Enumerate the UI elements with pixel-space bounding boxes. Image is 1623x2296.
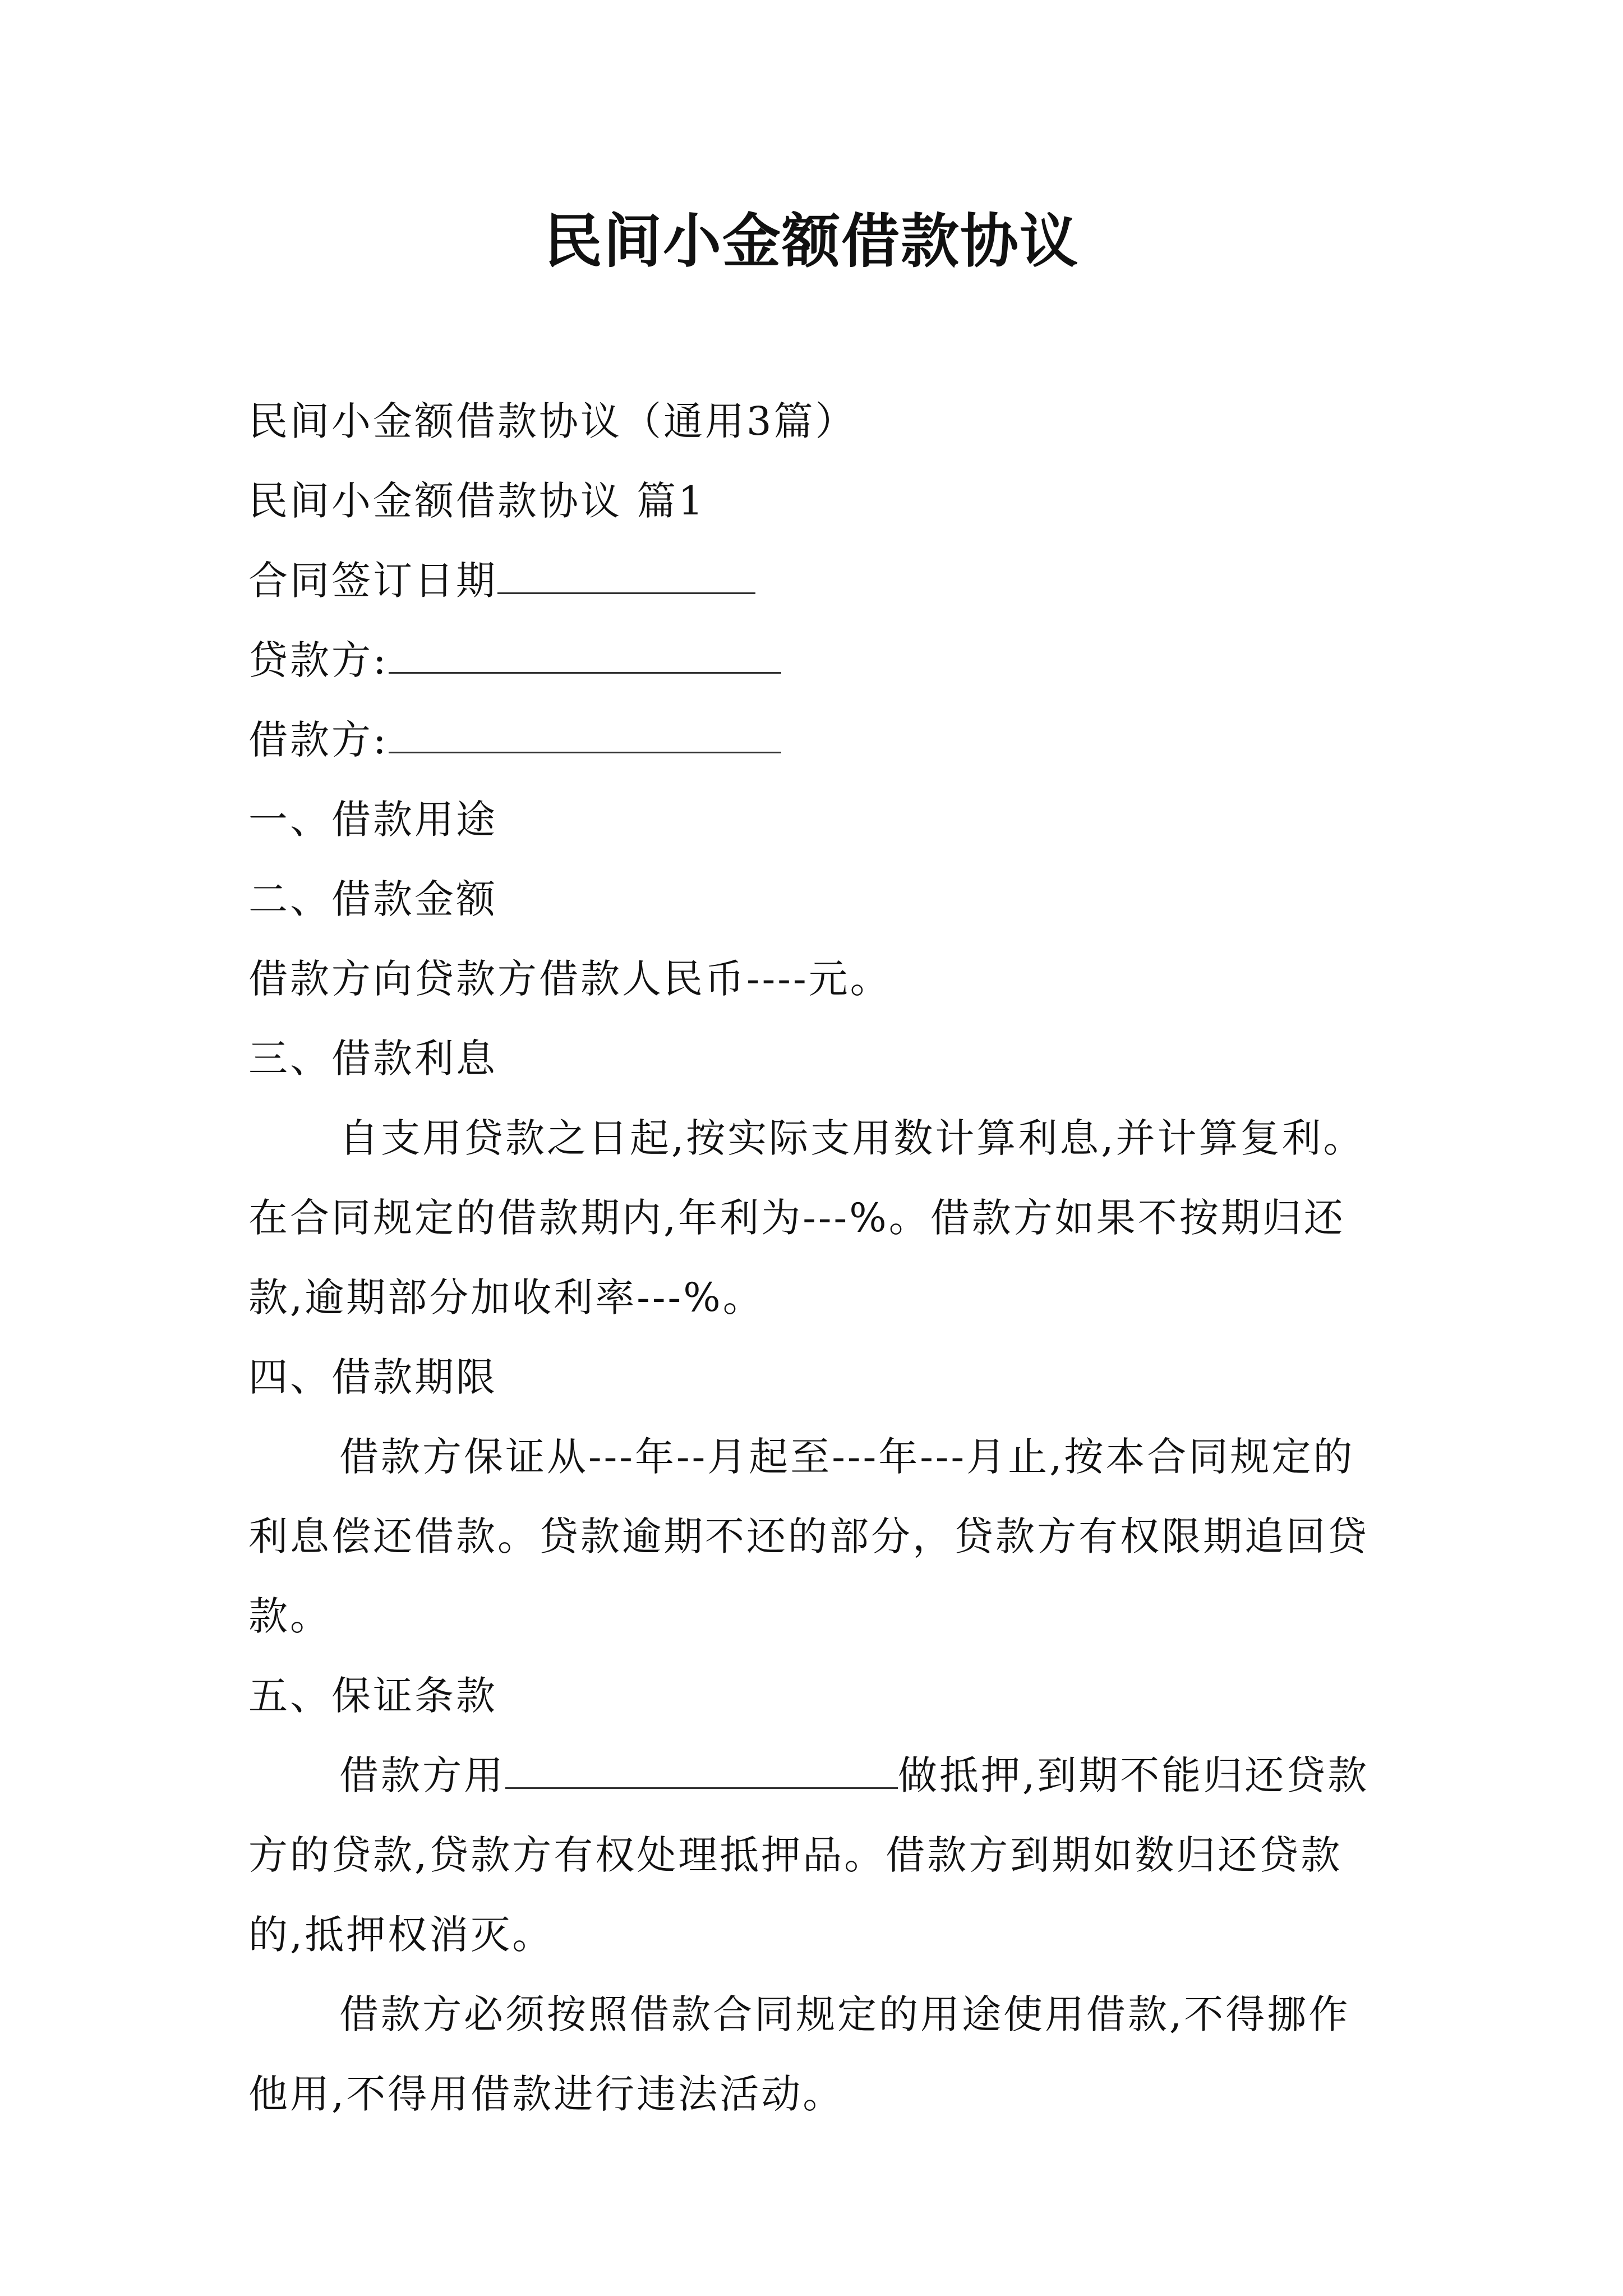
section-2-heading: 二、借款金额 [248,876,497,922]
lender-blank [389,638,781,674]
section-5-text-start: 借款方用 [339,1752,505,1798]
section-2-text: 借款方向贷款方借款人民币----元。 [248,956,892,1002]
sign-date-label: 合同签订日期 [248,558,497,604]
section-1-heading: 一、借款用途 [248,797,497,843]
section-5-text [248,1736,1381,1975]
document-title: 民间小金额借款协议 [543,206,1079,275]
sign-date-line [248,541,1381,620]
sign-date-blank [497,559,755,594]
lender-label: 贷款方: [248,637,389,683]
section-5-text-end: 做抵押,到期不能归还贷款方的贷款,贷款方有权处理抵押品。借款方到期如数归还贷款的,抵押权消灭。 [248,1752,1370,1958]
section-3-text: 自支用贷款之日起,按实际支用数计算利息,并计算复利。在合同规定的借款期内,年利为---%。借款方如果不按期归还款,逾期部分加收利率---%。 [248,1115,1365,1320]
document-body [248,381,1381,2134]
section-5-heading: 五、保证条款 [248,1673,497,1719]
borrower-line [248,700,1381,780]
part-title: 民间小金额借款协议 篇1 [248,478,706,524]
borrower-label: 借款方: [248,717,389,763]
section-4-text: 借款方保证从---年--月起至---年---月止,按本合同规定的利息偿还借款。贷款逾期不还的部分，贷款方有权限期追回贷款。 [248,1434,1369,1639]
collateral-blank [505,1754,898,1789]
section-3-heading: 三、借款利息 [248,1036,497,1082]
collection-title: 民间小金额借款协议（通用3篇） [248,398,857,444]
borrower-blank [389,718,781,753]
section-4-heading: 四、借款期限 [248,1354,497,1400]
lender-line [248,620,1381,700]
section-5-text-2: 借款方必须按照借款合同规定的用途使用借款,不得挪作他用,不得用借款进行违法活动。 [248,1991,1350,2117]
